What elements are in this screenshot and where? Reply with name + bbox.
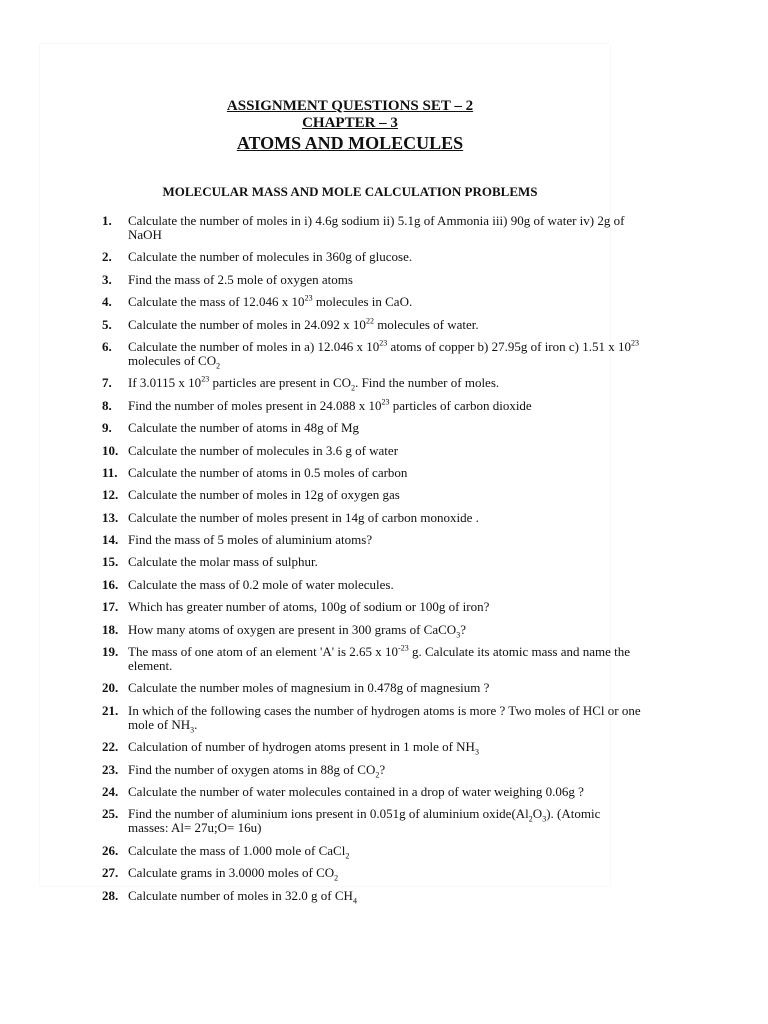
question-number: 7. <box>102 375 112 391</box>
question-item: 25. Find the number of aluminium ions present in 0.051g of aluminium $oxide(Al_2O_3)$. (Atomic masses: Al= 27u;O= 16u) <box>102 806 601 836</box>
question-item: 8. Find the number of moles present in 24.088 x $10^{23}$ particles of carbon dioxide <box>102 397 532 413</box>
question-item: 13. Calculate the number of moles present in 14g of carbon monoxide . <box>102 509 479 525</box>
question-number: 26. <box>102 842 119 858</box>
document-page <box>40 44 641 906</box>
question-number: 13. <box>102 509 119 525</box>
question-list <box>102 213 642 906</box>
question-item: 17. Which has greater number of atoms, 100g of sodium or 100g of iron? <box>102 599 490 615</box>
question-item: 21. In which of the following cases the number of hydrogen atoms is more ? Two moles of HCl or one mole of $NH_3$. <box>102 702 641 735</box>
question-item: 20. Calculate the number moles of magnesium in 0.478g of magnesium ? <box>102 680 490 696</box>
question-number: 18. <box>102 621 119 637</box>
question-number: 25. <box>102 806 119 822</box>
question-number: 3. <box>102 271 112 287</box>
question-number: 12. <box>102 487 119 503</box>
assignment-title: ASSIGNMENT QUESTIONS SET – 2 <box>226 98 474 114</box>
chapter-title: CHAPTER – 3 <box>302 115 398 131</box>
question-item: 23. Find the number of oxygen atoms in 88g of $CO_2$? <box>102 761 386 780</box>
question-item: 15. Calculate the molar mass of sulphur. <box>102 554 318 570</box>
question-number: 28. <box>102 887 119 903</box>
question-number: 27. <box>102 865 119 881</box>
question-number: 17. <box>102 599 119 615</box>
question-number: 21. <box>102 702 119 718</box>
question-item: 16. Calculate the mass of 0.2 mole of water molecules. <box>102 576 394 592</box>
question-item: 26. Calculate the mass of 1.000 mole of CaCl$_2$ <box>102 842 350 861</box>
page-content <box>102 98 642 911</box>
question-item: 9. Calculate the number of atoms in 48g of Mg <box>102 420 360 436</box>
question-item: 6. Calculate the number of moles in a) 12.046 x $10^{23}$ atoms of copper b) 27.95g of iron c) 1.51 x $10^{23}$ molecules of $CO_2$ <box>102 338 639 371</box>
question-number: 19. <box>102 644 119 660</box>
question-number: 2. <box>102 249 112 265</box>
question-number: 6. <box>102 338 112 354</box>
question-number: 9. <box>102 420 112 436</box>
question-number: 8. <box>102 397 112 413</box>
question-number: 5. <box>102 316 112 332</box>
question-number: 4. <box>102 294 112 310</box>
question-item: 22. Calculation of number of hydrogen atoms present in 1 mole of $NH_3$ <box>102 739 479 757</box>
section-title: MOLECULAR MASS AND MOLE CALCULATION PROBLEMS <box>162 184 538 199</box>
question-item: 14. Find the mass of 5 moles of aluminium atoms? <box>102 532 373 548</box>
question-number: 16. <box>102 576 119 592</box>
question-item: 18. How many atoms of oxygen are present in 300 grams of CaCO$_3$? <box>102 621 466 640</box>
question-item: 19. The mass of one atom of an element 'A' is 2.65 x $10^{-23}$ g. Calculate its atomic mass and name the element. <box>102 643 631 674</box>
question-item: 4. Calculate the mass of 12.046 x $10^{23}$ molecules in CaO. <box>102 293 413 310</box>
question-item: 10. Calculate the number of molecules in 3.6 g of water <box>102 442 399 458</box>
question-item: 3. Find the mass of 2.5 mole of oxygen atoms <box>102 271 353 287</box>
question-item: 5. Calculate the number of moles in 24.092 x $10^{22}$ molecules of water. <box>102 316 479 332</box>
question-number: 15. <box>102 554 119 570</box>
question-item: 24. Calculate the number of water molecules contained in a drop of water weighing 0.06g ? <box>102 783 584 799</box>
question-item: 27. Calculate grams in 3.0000 moles of $CO_2$ <box>102 865 339 883</box>
question-number: 11. <box>102 464 118 480</box>
question-item: 2. Calculate the number of molecules in 360g of glucose. <box>102 249 413 265</box>
question-number: 1. <box>102 213 112 228</box>
topic-title: ATOMS AND MOLECULES <box>236 133 464 153</box>
question-number: 10. <box>102 442 119 458</box>
question-item: 11. Calculate the number of atoms in 0.5 moles of carbon <box>102 464 408 480</box>
question-item: 7. If 3.0115 x $10^{23}$ particles are present in $CO_2$. Find the number of moles. <box>102 375 500 393</box>
question-item: 12. Calculate the number of moles in 12g of oxygen gas <box>102 487 400 503</box>
question-number: 22. <box>102 739 119 755</box>
question-number: 23. <box>102 761 119 777</box>
question-item: 1. Calculate the number of moles in i) 4.6g sodium ii) 5.1g of Ammonia iii) 90g of water iv) 2g of NaOH <box>102 213 625 242</box>
question-number: 24. <box>102 783 119 799</box>
question-number: 20. <box>102 680 119 696</box>
question-number: 14. <box>102 532 119 548</box>
question-item: 28. Calculate number of moles in 32.0 g of $CH_4$ <box>102 887 357 906</box>
